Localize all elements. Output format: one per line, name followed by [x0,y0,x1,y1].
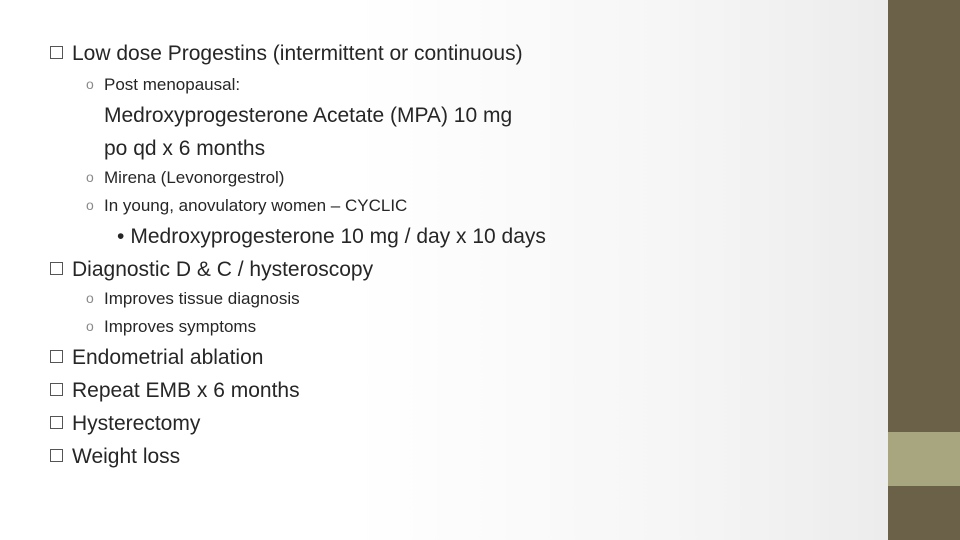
bullet-text: Repeat EMB x 6 months [72,379,300,402]
sub-bullet-text: Mirena (Levonorgestrol) [104,168,285,187]
bullet-text: Diagnostic D & C / hysteroscopy [72,258,374,281]
mpa-detail-line-1: Medroxyprogesterone Acetate (MPA) 10 mg [104,104,513,127]
sub-bullet-young-cyclic [86,197,407,214]
decorative-side-bar [888,0,960,540]
side-bar-bottom-segment [888,486,960,540]
sub-bullet-text: Post menopausal: [104,75,241,94]
sub-bullet-mirena [86,169,284,186]
circle-bullet-icon: o [86,318,94,334]
cyclic-dose-text: Medroxyprogesterone 10 mg / day x 10 days [130,225,546,248]
bullet-endometrial-ablation [50,347,263,368]
sub-bullet-text: Improves tissue diagnosis [104,289,300,308]
square-bullet-icon [50,449,63,462]
circle-bullet-icon: o [86,76,94,92]
sub-bullet-post-menopausal [86,76,240,93]
bullet-hysterectomy [50,413,200,434]
sub-bullet-symptoms [86,318,256,335]
bullet-text: Low dose Progestins (intermittent or continuous) [72,42,523,65]
bullet-weight-loss [50,446,180,467]
dot-bullet-icon: • [117,225,125,248]
circle-bullet-icon: o [86,197,94,213]
circle-bullet-icon: o [86,290,94,306]
mpa-detail-line-2: po qd x 6 months [104,137,266,160]
bullet-repeat-emb [50,380,300,401]
square-bullet-icon [50,416,63,429]
bullet-text: Hysterectomy [72,412,201,435]
circle-bullet-icon: o [86,169,94,185]
sub-bullet-text: In young, anovulatory women – CYCLIC [104,196,408,215]
square-bullet-icon [50,383,63,396]
sub-bullet-tissue-diagnosis [86,290,300,307]
cyclic-dose-line [117,226,546,247]
square-bullet-icon [50,350,63,363]
side-bar-top-segment [888,0,960,432]
bullet-text: Weight loss [72,445,181,468]
bullet-progestins [50,43,523,64]
side-bar-accent-segment [888,432,960,486]
bullet-text: Endometrial ablation [72,346,264,369]
square-bullet-icon [50,46,63,59]
bullet-diagnostic-dc [50,259,373,280]
square-bullet-icon [50,262,63,275]
sub-bullet-text: Improves symptoms [104,317,257,336]
